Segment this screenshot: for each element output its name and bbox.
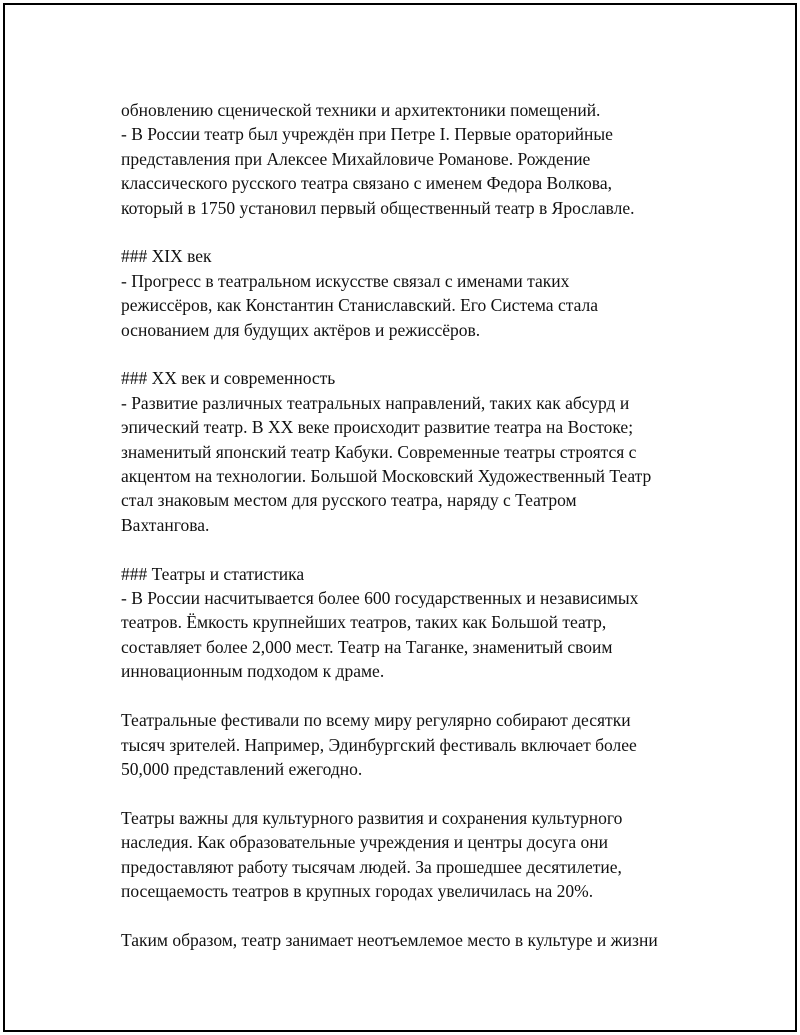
- text-line: Театры важны для культурного развития и сохранения культурного: [121, 807, 623, 828]
- text-line: знаменитый японский театр Кабуки. Современные театры строятся с: [121, 441, 637, 462]
- section-heading: ### XIX век: [121, 246, 212, 267]
- text-line: Таким образом, театр занимает неотъемлемое место в культуре и жизни: [121, 929, 658, 950]
- text-line: представления при Алексее Михайловиче Романове. Рождение: [121, 148, 591, 169]
- text-line: акцентом на технологии. Большой Московский Художественный Театр: [121, 466, 652, 487]
- text-line: тысяч зрителей. Например, Эдинбургский фестиваль включает более: [121, 734, 637, 755]
- text-line: театров. Ёмкость крупнейших театров, таких как Большой театр,: [121, 612, 607, 633]
- text-line: стал знаковым местом для русского театра, наряду с Театром: [121, 490, 577, 511]
- text-line: - Развитие различных театральных направлений, таких как абсурд и: [121, 392, 630, 413]
- document-body: [121, 98, 701, 977]
- text-line: классического русского театра связано с именем Федора Волкова,: [121, 173, 612, 194]
- paragraph-history-russia: [121, 98, 701, 220]
- text-line: Театральные фестивали по всему миру регулярно собирают десятки: [121, 710, 631, 731]
- text-line: - Прогресс в театральном искусстве связал с именами таких: [121, 270, 570, 291]
- section-statistics: [121, 562, 701, 684]
- text-line: наследия. Как образовательные учреждения и центры досуга они: [121, 832, 608, 853]
- section-xx-century: [121, 366, 701, 537]
- text-line: основанием для будущих актёров и режиссёров.: [121, 319, 481, 340]
- text-line: режиссёров, как Константин Станиславский. Его Система стала: [121, 295, 599, 316]
- text-line: который в 1750 установил первый общественный театр в Ярославле.: [121, 197, 635, 218]
- text-line: посещаемость театров в крупных городах увеличилась на 20%.: [121, 880, 594, 901]
- text-line: инновационным подходом к драме.: [121, 661, 385, 682]
- text-line: Вахтангова.: [121, 514, 210, 535]
- paragraph-festivals: [121, 708, 701, 781]
- page-frame: [3, 3, 797, 1032]
- text-line: предоставляют работу тысячам людей. За прошедшее десятилетие,: [121, 856, 622, 877]
- text-line: эпический театр. В XX веке происходит развитие театра на Востоке;: [121, 417, 634, 438]
- section-heading: ### Театры и статистика: [121, 563, 305, 584]
- section-xix-century: [121, 244, 701, 342]
- paragraph-conclusion: [121, 928, 701, 952]
- text-line: - В России театр был учреждён при Петре I. Первые ораторийные: [121, 124, 613, 145]
- text-line: 50,000 представлений ежегодно.: [121, 758, 363, 779]
- text-line: обновлению сценической техники и архитектоники помещений.: [121, 100, 601, 120]
- text-line: - В России насчитывается более 600 государственных и независимых: [121, 588, 639, 609]
- section-heading: ### XX век и современность: [121, 368, 336, 389]
- text-line: составляет более 2,000 мест. Театр на Таганке, знаменитый своим: [121, 636, 613, 657]
- paragraph-cultural-importance: [121, 806, 701, 904]
